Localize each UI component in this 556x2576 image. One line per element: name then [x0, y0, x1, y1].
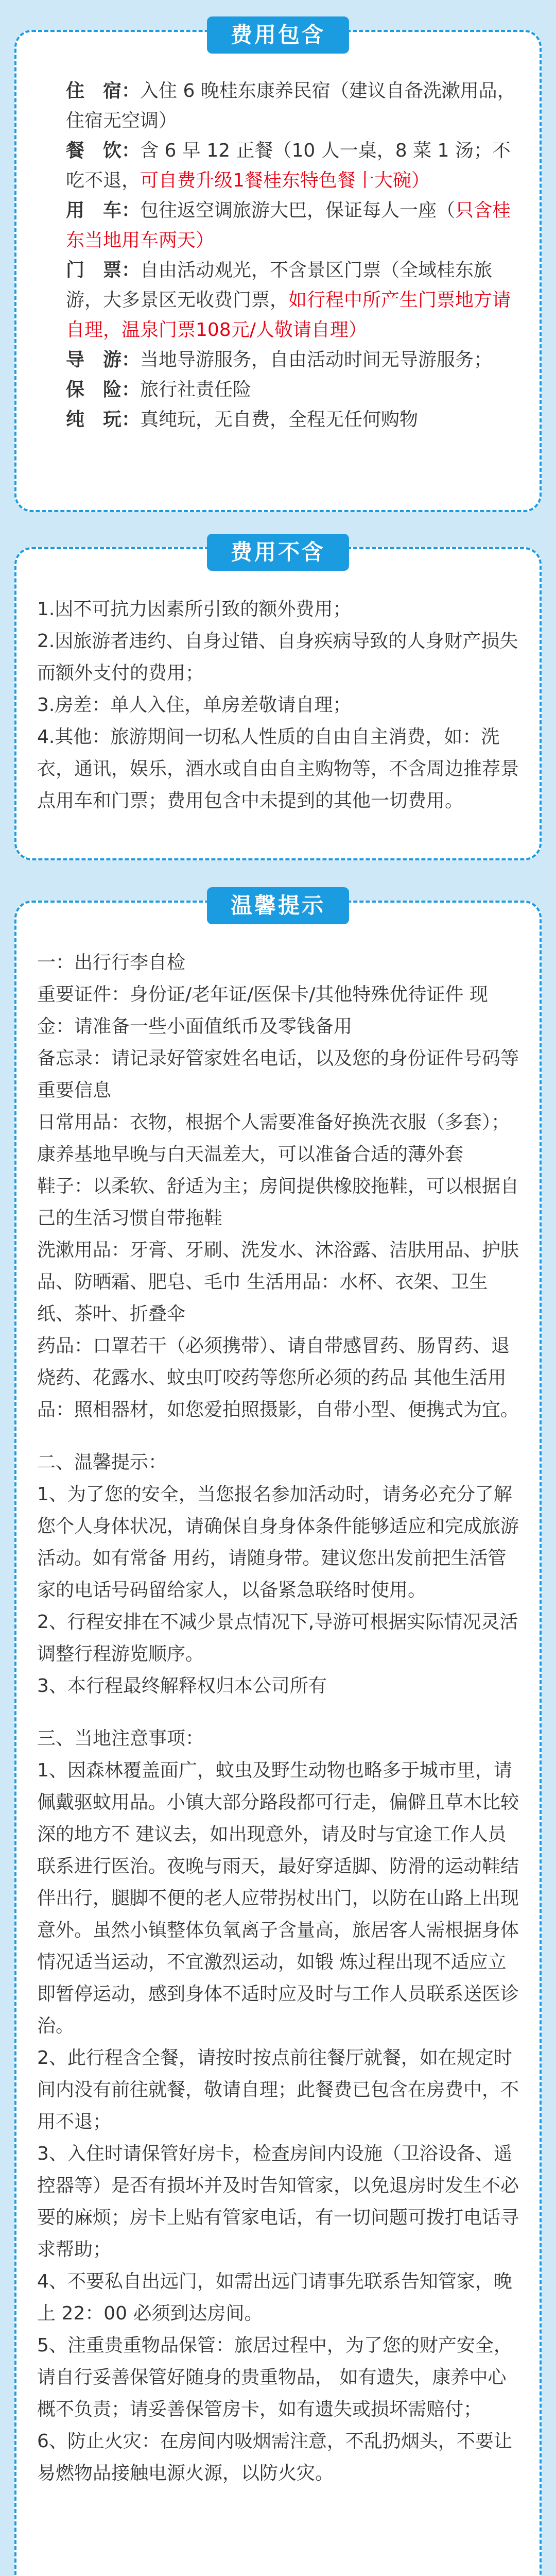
included-item-label: 住 宿：: [66, 80, 141, 101]
included-card: [14, 22, 542, 512]
included-item-text: 当地导游服务，自由活动时间无导游服务；: [140, 349, 493, 370]
tips-item: 一：出行行李自检: [37, 952, 186, 973]
tips-item: 4、不要私自出远门，如需出远门请事先联系告知管家，晚上 22：00 必须到达房间。: [37, 2271, 512, 2324]
included-item-highlight: 只含桂东当地用车两天）: [66, 200, 511, 251]
included-item-label: 用 车：: [66, 200, 141, 221]
excluded-item: 2.因旅游者违约、自身过错、自身疾病导致的人身财产损失而额外支付的费用；: [37, 631, 518, 684]
included-item: [40, 375, 516, 405]
tips-item: 6、防止火灾：在房间内吸烟需注意，不乱扔烟头，不要让易燃物品接触电源火源，以防火灾。: [37, 2431, 512, 2484]
included-item-text: 含 6 早 12 正餐（10 人一桌，8 菜 1 汤；不吃不退，: [66, 140, 511, 191]
included-item: [40, 136, 516, 196]
included-item: [40, 405, 516, 435]
tips-item: 药品：口罩若干（必须携带）、请自带感冒药、肠胃药、退烧药、花露水、蚊虫叮咬药等您所必须的药品 其他生活用品：照相器材，如您爱拍照摄影，自带小型、便携式为宜。: [37, 1335, 519, 1420]
excluded-item: 4.其他：旅游期间一切私人性质的自由自主消费，如：洗衣，通讯，娱乐，酒水或自由自主购物等，不含周边推荐景点用车和门票；费用包含中未提到的其他一切费用。: [37, 726, 519, 811]
excluded-item: 3.房差：单人入住，单房差敬请自理；: [37, 694, 352, 716]
included-item-text: 包往返空调旅游大巴，保证每人一座（: [140, 200, 456, 221]
included-list: [16, 32, 540, 453]
tips-item: 二、温馨提示：: [37, 1452, 167, 1473]
included-item-text: 真纯玩，无自费，全程无任何购物: [140, 409, 419, 430]
included-item-text: 入住 6 晚桂东康养民宿（建议自备洗漱用品，住宿无空调）: [66, 80, 516, 131]
tips-item: 1、因森林覆盖面广，蚊虫及野生动物也略多于城市里，请佩戴驱蚊用品。小镇大部分路段都可行走，偏僻且草木比较深的地方不 建议去，如出现意外，请及时与宜途工作人员联系进行医治。夜晚与雨天，最好穿适脚、防滑的运动鞋结伴出行，腿脚不便的老人应带拐杖出门，以防在山路上出现意外。虽然小镇整体负氧离子含量高，旅居客人需根据身体情况适当运动，不宜激烈运动，如锻 炼过程出现不适应立即暂停运动，感到身体不适时应及时与工作人员联系送医诊治。: [37, 1760, 519, 2037]
included-item-highlight: 可自费升级1餐桂东特色餐十大碗）: [140, 170, 430, 191]
tips-item: 日常用品：衣物，根据个人需要准备好换洗衣服（多套）；康养基地早晚与白天温差大，可以准备合适的薄外套: [37, 1112, 510, 1165]
included-item-label: 纯 玩：: [66, 409, 141, 430]
tips-item: 3、入住时请保管好房卡，检查房间内设施（卫浴设备、遥控器等）是否有损坏并及时告知管家，以免退房时发生不必要的麻烦；房卡上贴有管家电话，有一切问题可拨打电话寻求帮助；: [37, 2143, 519, 2260]
included-item: [40, 256, 516, 345]
tips-item: 备忘录：请记录好管家姓名电话，以及您的身份证件号码等重要信息: [37, 1048, 519, 1101]
tips-item: 5、注重贵重物品保管：旅居过程中，为了您的财产安全，请自行妥善保管好随身的贵重物品， 如有遗失，康养中心概不负责；请妥善保管房卡，如有遗失或损坏需赔付；: [37, 2335, 512, 2420]
tips-item: 三、当地注意事项：: [37, 1728, 204, 1749]
tips-part1: [37, 947, 519, 1426]
included-item-text: 自由活动观光，不含景区门票（全域桂东旅游，大多景区无收费门票，: [66, 260, 493, 311]
tips-item: 3、本行程最终解释权归本公司所有: [37, 1675, 327, 1697]
tips-item: 鞋子：以柔软、舒适为主；房间提供橡胶拖鞋，可以根据自己的生活习惯自带拖鞋: [37, 1176, 519, 1229]
tips-part2: [37, 1447, 519, 1702]
included-item: [40, 196, 516, 256]
included-item-label: 导 游：: [66, 349, 141, 370]
tips-title: 温馨提示: [207, 887, 349, 924]
excluded-title: 费用不含: [207, 534, 349, 571]
included-item-label: 门 票：: [66, 260, 141, 281]
included-item: [40, 345, 516, 375]
tips-item: 重要证件：身份证/老年证/医保卡/其他特殊优待证件 现金：请准备一些小面值纸币及零钱备用: [37, 984, 488, 1037]
tips-part3: [37, 1723, 519, 2489]
included-item-label: 餐 饮：: [66, 140, 141, 161]
tips-item: 2、此行程含全餐，请按时按点前往餐厅就餐，如在规定时间内没有前往就餐，敬请自理；此餐费已包含在房费中，不用不退；: [37, 2047, 519, 2132]
tips-item: 洗漱用品：牙膏、牙刷、洗发水、沐浴露、洁肤用品、护肤品、防晒霜、肥皂、毛巾 生活用品：水杯、衣架、卫生纸、茶叶、折叠伞: [37, 1240, 519, 1325]
tips-item: 1、为了您的安全，当您报名参加活动时，请务必充分了解您个人身体状况，请确保自身身体条件能够适应和完成旅游活动。如有常备 用药，请随身带。建议您出发前把生活管家的电话号码留给家人，以备紧急联络时使用。: [37, 1484, 519, 1601]
excluded-item: 1.因不可抗力因素所引致的额外费用；: [37, 599, 352, 620]
excluded-card: [14, 539, 542, 860]
included-item-label: 保 险：: [66, 379, 141, 400]
tips-body: [16, 903, 540, 2508]
tips-item: 2、行程安排在不减少景点情况下,导游可根据实际情况灵活调整行程游览顺序。: [37, 1612, 518, 1665]
included-title: 费用包含: [207, 16, 349, 54]
tips-card: [14, 893, 542, 2576]
included-item: [40, 76, 516, 136]
excluded-list: [16, 549, 540, 836]
included-item-text: 旅行社责任险: [140, 379, 252, 400]
included-item-highlight: 如行程中所产生门票地方请自理，温泉门票108元/人敬请自理）: [66, 290, 511, 341]
